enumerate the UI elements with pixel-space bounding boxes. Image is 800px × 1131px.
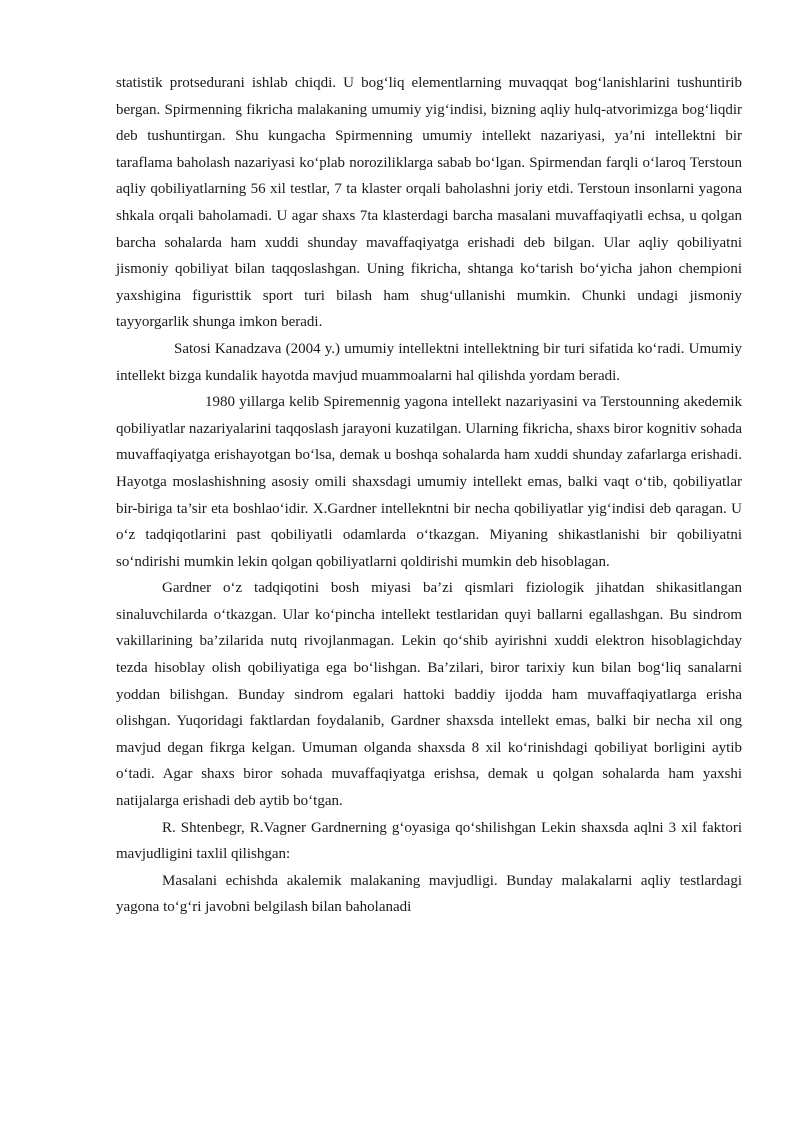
paragraph-sternberg-wagner: R. Shtenbegr, R.Vagner Gardnerning g‘oyasiga qo‘shilishgan Lekin shaxsda aqlni 3 xil faktori mavjudligini taxlil qilishgan: [116, 819, 742, 863]
paragraph-academic-skill: Masalani echishda akalemik malakaning mavjudligi. Bunday malakalarni aqliy testlardagi yagona to‘g‘ri javobni belgilash bilan baholanadi [116, 872, 742, 916]
paragraph-kanazawa: Satosi Kanadzava (2004 y.) umumiy intellektni intellektning bir turi sifatida ko‘radi. Umumiy intellekt bizga kundalik hayotda mavjud muammoalarni hal qilishda yordam beradi. [116, 340, 742, 384]
body-text [116, 70, 742, 921]
paragraph-gardner-research: Gardner o‘z tadqiqotini bosh miyasi ba’zi qismlari fiziologik jihatdan shikasitlangan sinaluvchilarda o‘tkazgan. Ular ko‘pincha intellekt testlaridan quyi ballarni egallashgan. Bu sindrom vakillarining ba’zilarida nutq rivojlanmagan. Lekin qo‘shib ayirishni xuddi elektron hisoblagichday tezda hisoblay olish qobiliyatiga ega bo‘lishgan. Ba’zilari, biror tarixiy kun bilan bog‘liq sanalarni yoddan bilishgan. Bunday sindrom egalari hattoki baddiy ijodda ham muvaffaqiyatlarga erisha olishgan. Yuqoridagi faktlardan foydalanib, Gardner shaxsda intellekt emas, balki bir necha xil ong mavjud degan fikrga kelgan. Umuman olganda shaxsda 8 xil ko‘rinishdagi qobiliyat borligini aytib o‘tadi. Agar shaxs biror sohada muvaffaqiyatga erishsa, demak u qolgan sohalarda ham yaxshi natijalarga erishadi deb aytib bo‘tgan. [116, 580, 742, 810]
paragraph-1980s-gardner: 1980 yillarga kelib Spiremennig yagona intellekt nazariyasini va Terstounning akedemik qobiliyatlar nazariyalarini taqqoslash jarayoni kuzatilgan. Ularning fikricha, shaxs biror kognitiv sohada muvaffaqiyatga erishayotgan bo‘lsa, demak u boshqa sohalarda ham xuddi shunday zafarlarga erishadi. Hayotga moslashishning asosiy omili shaxsdagi umumiy intellekt emas, balki vaqt o‘tib, qobiliyatlar bir-biriga ta’sir eta boshlao‘idir. X.Gardner intellekntni bir necha qobiliyatlar yig‘indisi deb qaragan. U o‘z tadqiqotlarini past qobiliyatli odamlarda o‘tkazgan. Miyaning shikastlanishi bir qobiliyatni so‘ndirishi mumkin lekin qolgan qobiliyatlarni qoldirishi mumkin deb hisoblagan. [116, 394, 742, 570]
paragraph-spearman-thurstone: statistik protsedurani ishlab chiqdi. U bog‘liq elementlarning muvaqqat bog‘lanishlarini tushuntirib bergan. Spirmenning fikricha malakaning umumiy yig‘indisi, bizning aqliy hulq-atvorimizga bog‘liqdir deb tushuntirgan. Shu kungacha Spirmenning umumiy intellekt nazariyasi, ya’ni intellektni bir taraflama baholash nazariyasi ko‘plab noroziliklarga sabab bo‘lgan. Spirmendan farqli o‘laroq Terstoun aqliy qobiliyatlarning 56 xil testlar, 7 ta klaster orqali baholashni joriy etdi. Terstoun insonlarni yagona shkala orqali baholamadi. U agar shaxs 7ta klasterdagi barcha masalani muvaffaqiyatli echsa, u qolgan barcha sohalarda ham xuddi shunday mavaffaqiyatga erishadi deb bilgan. Ular aqliy qobiliyatni jismoniy qobiliyat bilan taqqoslashgan. Uning fikricha, shtanga ko‘tarish bo‘yicha jahon chempioni yaxshigina figuristtik sport turi bilash ham shug‘ullanishi mumkin. Chunki undagi jismoniy tayyorgarlik shunga imkon beradi. [116, 75, 742, 331]
